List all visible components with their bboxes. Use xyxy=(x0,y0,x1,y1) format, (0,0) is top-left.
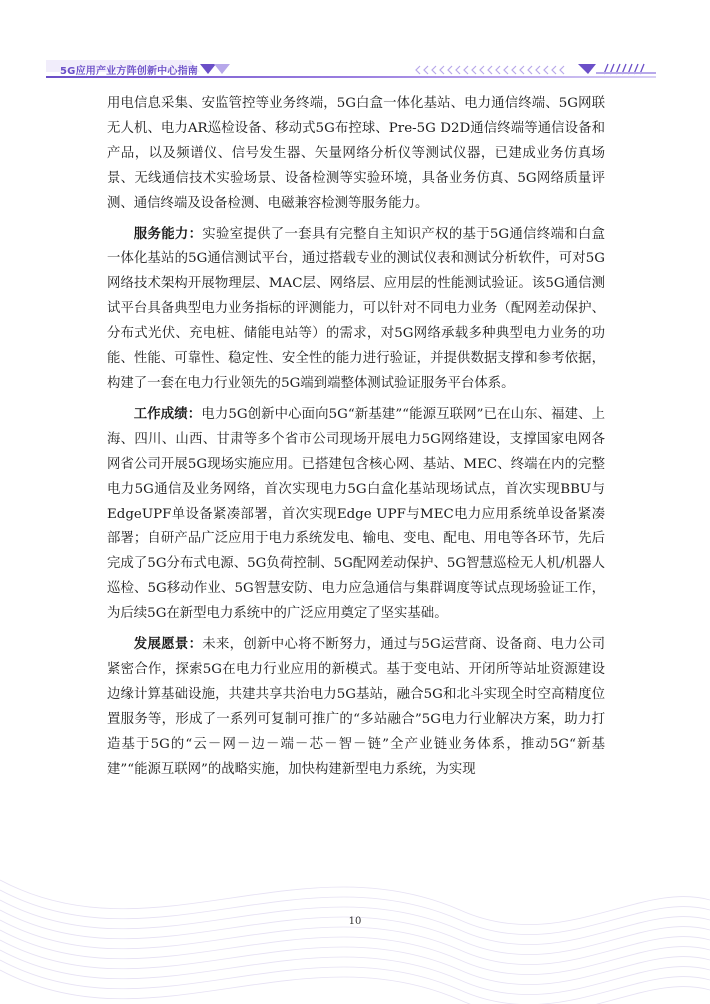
paragraph-text: 未来，创新中心将不断努力，通过与5G运营商、设备商、电力公司紧密合作，探索5G在电力行业应用的新模式。基于变电站、开闭所等站址资源建设边缘计算基础设施，共建共享共治电力5G基站，融合5G和北斗实现全时空高精度位置服务等，形成了一系列可复制可推广的“多站融合”5G电力行业解决方案，助力打造基于5G的“云－网－边－端－芯－智－链”全产业链业务体系，推动5G“新基建”“能源互联网”的战略实施，加快构建新型电力系统，为实现 xyxy=(107,637,605,777)
paragraph-achievements xyxy=(107,402,605,627)
page-number: 10 xyxy=(348,916,362,927)
paragraph-lead: 发展愿景： xyxy=(133,636,203,653)
page-header xyxy=(0,0,710,80)
paragraph-vision xyxy=(107,632,605,782)
paragraph-lead: 工作成绩： xyxy=(133,405,202,422)
paragraph-continued xyxy=(107,92,605,217)
paragraph-text: 用电信息采集、安监管控等业务终端，5G白盒一体化基站、电力通信终端、5G网联无人机、电力AR巡检设备、移动式5G布控球、Pre-5G D2D通信终端等通信设备和产品，以及频谱仪、信号发生器、矢量网络分析仪等测试仪器，已建成业务仿真场景、无线通信技术实验场景、设备检测等实验环境，具备业务仿真、5G网络质量评测、通信终端及设备检测、电磁兼容检测等服务能力。 xyxy=(107,96,605,211)
paragraph-service-capability xyxy=(107,222,605,397)
header-title: 5G应用产业方阵创新中心指南 xyxy=(60,66,198,77)
document-body xyxy=(107,92,605,782)
paragraph-text: 实验室提供了一套具有完整自主知识产权的基于5G通信终端和白盒一体化基站的5G通信测试平台，通过搭载专业的测试仪表和测试分析软件，可对5G网络技术架构开展物理层、MAC层、网络层、应用层的性能测试验证。该5G通信测试平台具备典型电力业务指标的评测能力，可以针对不同电力业务（配网差动保护、分布式光伏、充电桩、储能电站等）的需求，对5G网络承载多种典型电力业务的功能、性能、可靠性、稳定性、安全性的能力进行验证，并提供数据支撑和参考依据，构建了一套在电力行业领先的5G端到端整体测试验证服务平台体系。 xyxy=(107,226,605,391)
footer-wave-decoration xyxy=(0,820,710,1004)
paragraph-text: 电力5G创新中心面向5G“新基建”“能源互联网”已在山东、福建、上海、四川、山西、甘肃等多个省市公司现场开展电力5G网络建设，支撑国家电网各网省公司开展5G现场实施应用。已搭建包含核心网、基站、MEC、终端在内的完整电力5G通信及业务网络，首次实现电力5G白盒化基站现场试点，首次实现BBU与EdgeUPF单设备紧凑部署，首次实现Edge UPF与MEC电力应用系统单设备紧凑部署；自研产品广泛应用于电力系统发电、输电、变电、配电、用电等各环节，先后完成了5G分布式电源、5G负荷控制、5G配网差动保护、5G智慧巡检无人机/机器人巡检、5G移动作业、5G智慧安防、电力应急通信与集群调度等试点现场验证工作，为后续5G在新型电力系统中的广泛应用奠定了坚实基础。 xyxy=(107,406,605,622)
paragraph-lead: 服务能力： xyxy=(133,225,203,242)
